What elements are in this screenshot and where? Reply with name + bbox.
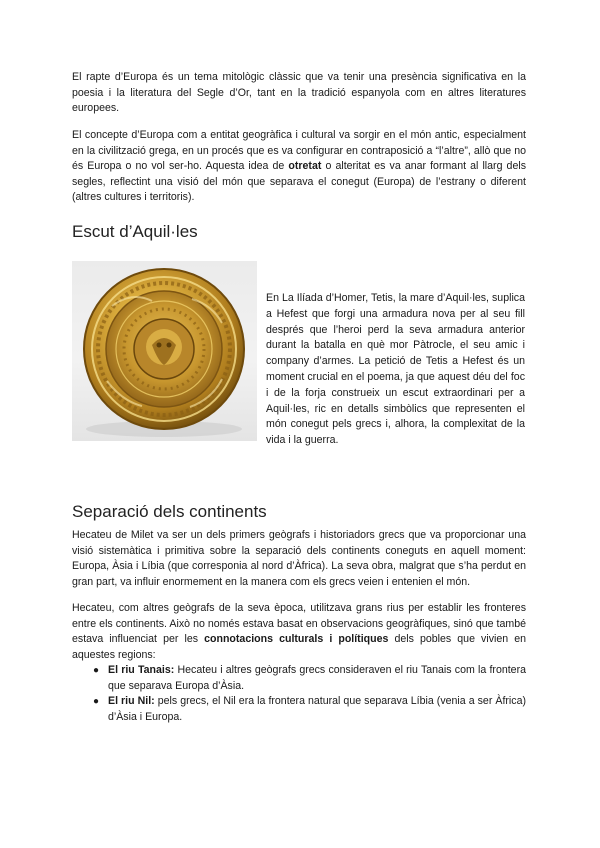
bullet-icon: ● bbox=[93, 696, 100, 708]
separacio-p2-bold-term: connotacions culturals i polítiques bbox=[204, 633, 389, 646]
separacio-p2-text-a: Hecateu, com altres geògrafs de la seva època, utilitzava grans rius per establir les fronteres entre els continents. Això no només estava basat en observacions geogràfiques, sinó que també estava influenciat per les bbox=[72, 602, 526, 646]
golden-shield-image bbox=[72, 261, 257, 441]
section-heading-separacio: Separació dels continents bbox=[72, 502, 267, 521]
section-heading-escut: Escut d’Aquil·les bbox=[72, 222, 198, 241]
separacio-p2-text-b: dels pobles que vivien en aquestes regions: bbox=[72, 633, 526, 661]
separacio-paragraph-1: Hecateu de Milet va ser un dels primers geògrafs i historiadors grecs que va proporcionar una visió sistemàtica i primitiva sobre la separació dels continents coneguts en aquell moment: Europa, Àsia i Líbia (que corresponia al nord d’Àfrica). La seva obra, malgrat que s’ha perdut en gran part, va influir enormement en la manera com els grecs veien i entenien el món. bbox=[72, 529, 526, 588]
intro-p2-text-b: o alteritat es va anar formant al llarg dels segles, reflectint una visió del món que separava el conegut (Europa) de l’estrany o diferent (altres cultures i territoris). bbox=[72, 160, 526, 204]
separacio-paragraph-2 bbox=[72, 601, 526, 663]
intro-paragraph-2 bbox=[72, 128, 526, 206]
bullet-title: El riu Nil: bbox=[108, 695, 155, 708]
intro-paragraph-1: El rapte d’Europa és un tema mitològic clàssic que va tenir una presència significativa en la poesia i la literatura del Segle d’Or, tant en la tradició espanyola com en altres literatures europees. bbox=[72, 71, 526, 115]
bullet-icon: ● bbox=[93, 665, 100, 676]
shield-icon bbox=[72, 261, 257, 441]
intro-p2-bold-term: otretat bbox=[288, 160, 322, 173]
list-item bbox=[90, 694, 526, 725]
bullet-text: pels grecs, el Nil era la frontera natural que separava Líbia (venia a ser Àfrica) d’Àsia i Europa. bbox=[108, 695, 526, 723]
list-item bbox=[90, 663, 526, 694]
bullet-text: Hecateu i altres geògrafs grecs consideraven el riu Tanais com la frontera que separava Europa d’Àsia. bbox=[108, 664, 526, 692]
intro-p2-text-a: El concepte d’Europa com a entitat geogràfica i cultural va sorgir en el món antic, especialment en la civilització grega, en un procés que es va configurar en contraposició a “l’altre”, allò que no és Europa o no vol ser-ho. Aquesta idea de bbox=[72, 129, 526, 173]
escut-paragraph: En La Ilíada d’Homer, Tetis, la mare d’Aquil·les, suplica a Hefest que forgi una armadura nova per al seu fill després que l’heroi perd la seva armadura anterior durant la batalla en què mor Pàtrocle, el seu amic i company d’armes. La petició de Tetis a Hefest és un moment crucial en el poema, ja que aquest déu del foc i de la forja construeix un escut extraordinari per a Aquil·les, ric en detalls simbòlics que representen el món conegut pels grecs i, alhora, la complexitat de la vida i la guerra. bbox=[266, 292, 525, 447]
bullet-title: El riu Tanais: bbox=[108, 664, 175, 676]
rivers-bullet-list bbox=[90, 663, 526, 725]
